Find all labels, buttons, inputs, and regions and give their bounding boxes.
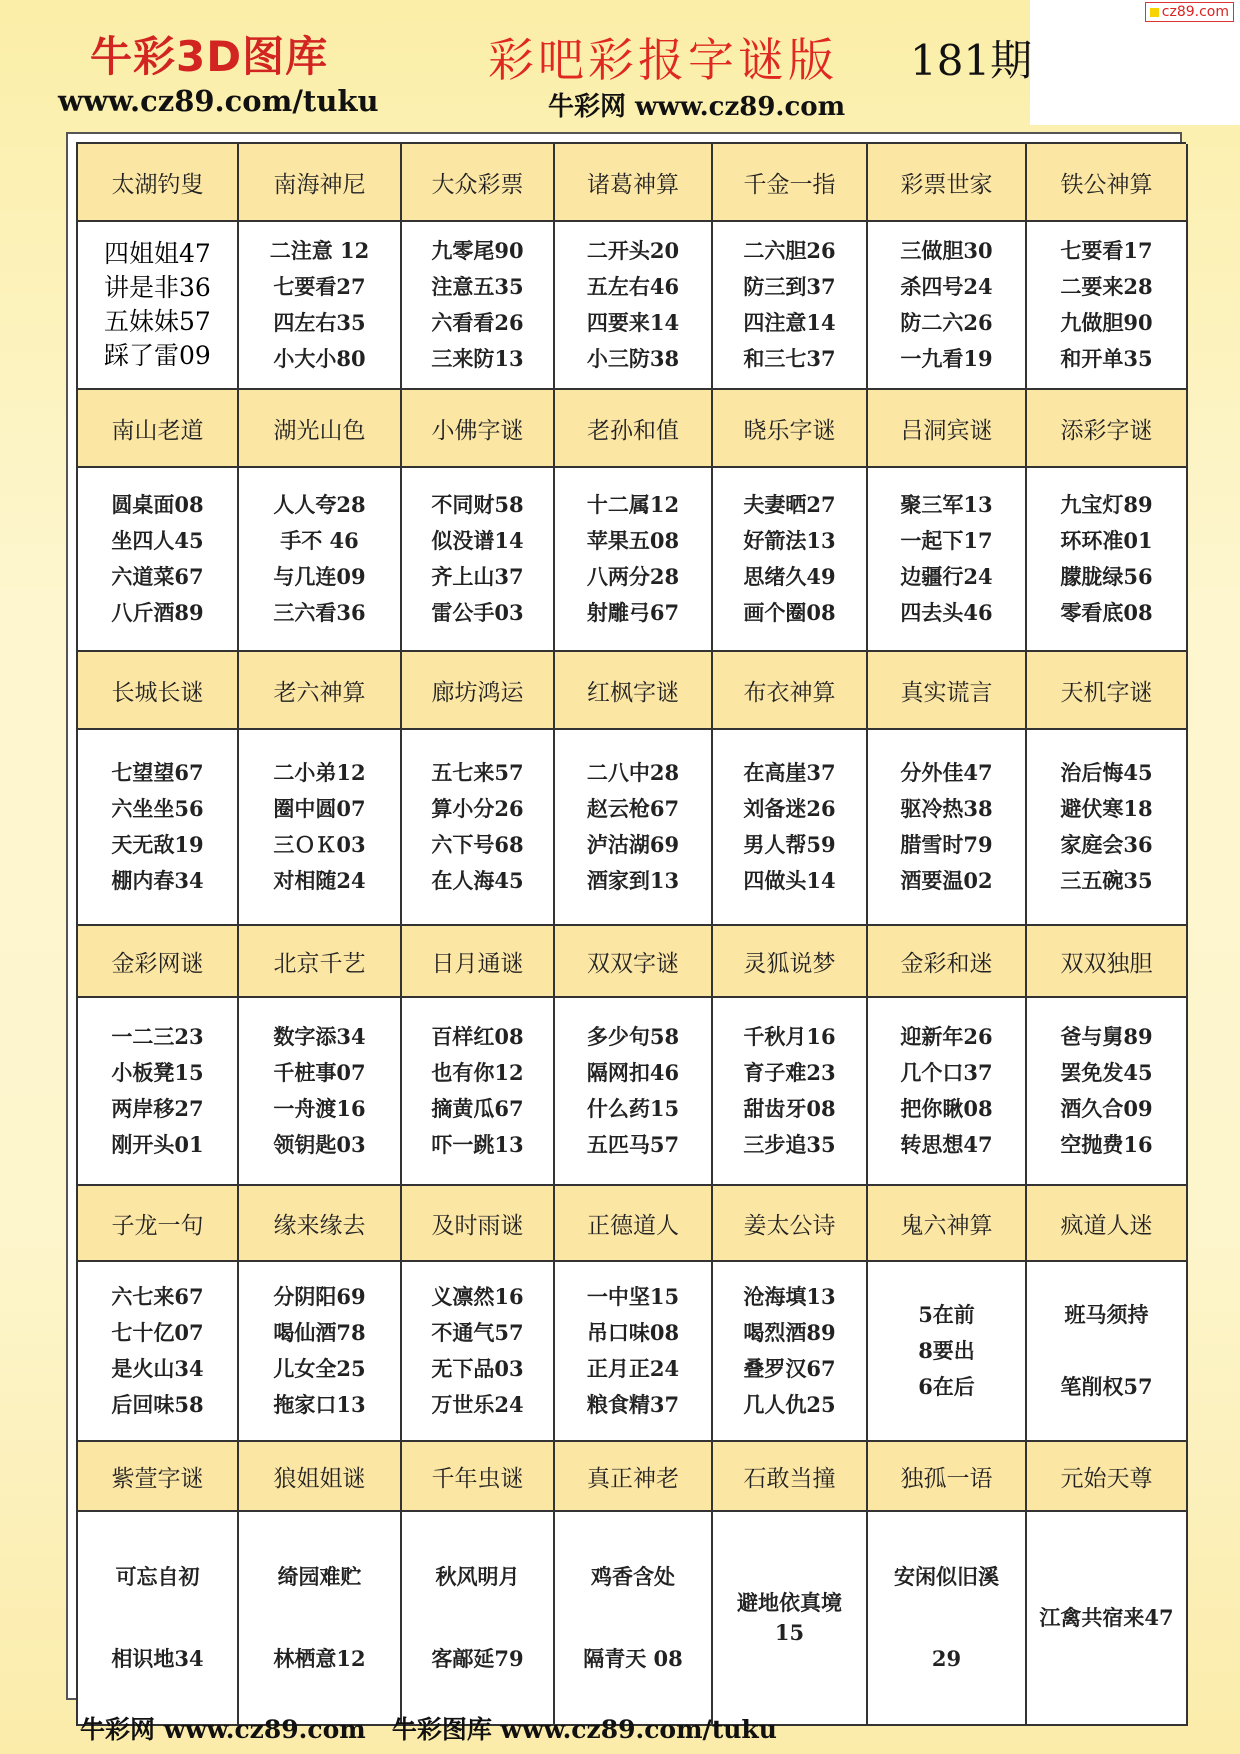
riddle-line: 六坐坐56 — [111, 796, 204, 821]
brand-title: 牛彩3D图库 — [90, 32, 329, 81]
riddle-line: 零看底08 — [1060, 600, 1153, 625]
riddle-line: 手不 46 — [280, 528, 359, 553]
riddle-line: 九做胆90 — [1060, 310, 1153, 335]
column-header: 长城长谜 — [78, 652, 239, 730]
column-header: 廊坊鸿运 — [402, 652, 555, 730]
riddle-cell — [868, 730, 1027, 926]
column-header: 正德道人 — [555, 1186, 713, 1262]
column-header: 诸葛神算 — [555, 144, 713, 222]
riddle-line: 一九看19 — [900, 346, 993, 371]
riddle-line: 三ＯＫ03 — [273, 832, 366, 857]
riddle-cell — [1027, 1512, 1188, 1726]
footer-left[interactable]: 牛彩网 www.cz89.com — [80, 1715, 366, 1744]
column-header: 晓乐字谜 — [713, 390, 868, 468]
column-header: 老六神算 — [239, 652, 402, 730]
riddle-line: 是火山34 — [111, 1356, 204, 1381]
riddle-line: 小大小80 — [273, 346, 366, 371]
column-header: 老孙和值 — [555, 390, 713, 468]
riddle-line: 班马须持 — [1064, 1302, 1149, 1328]
riddle-line: 七要看17 — [1060, 238, 1153, 263]
site-badge[interactable] — [1145, 2, 1234, 22]
riddle-line: 三五碗35 — [1060, 868, 1153, 893]
site-badge-text: cz89.com — [1161, 4, 1229, 20]
riddle-line: 沧海填13 — [743, 1284, 836, 1309]
riddle-line: 治后悔45 — [1060, 760, 1153, 785]
riddle-cell — [78, 730, 239, 926]
riddle-line: 什么药15 — [586, 1096, 680, 1121]
riddle-line: 齐上山37 — [431, 564, 524, 589]
brand-url[interactable]: www.cz89.com/tuku — [58, 84, 379, 118]
riddle-line: 二开头20 — [586, 238, 680, 263]
riddle-line: 粮食精37 — [586, 1392, 680, 1417]
riddle-cell — [239, 1262, 402, 1442]
riddle-cell — [78, 1262, 239, 1442]
column-header: 狼姐姐谜 — [239, 1442, 402, 1512]
column-header: 大众彩票 — [402, 144, 555, 222]
riddle-cell — [868, 1262, 1027, 1442]
riddle-line: 四左右35 — [273, 310, 366, 335]
riddle-cell — [1027, 998, 1188, 1186]
riddle-line: 分阴阳69 — [273, 1284, 366, 1309]
riddle-line: 可忘自初 — [115, 1563, 200, 1589]
riddle-cell — [713, 1512, 868, 1726]
riddle-cell — [239, 468, 402, 652]
column-header: 灵狐说梦 — [713, 926, 868, 998]
column-header: 太湖钓叟 — [78, 144, 239, 222]
riddle-line: 百样红08 — [431, 1024, 524, 1049]
riddle-line: 环环准01 — [1060, 528, 1153, 553]
riddle-line: 把你瞅08 — [900, 1096, 993, 1121]
riddle-line: 多少句58 — [586, 1024, 680, 1049]
riddle-line: 腊雪时79 — [900, 832, 993, 857]
riddle-line: 千桩事07 — [273, 1060, 366, 1085]
riddle-line: 拖家口13 — [273, 1392, 366, 1417]
riddle-cell — [402, 1262, 555, 1442]
badge-dot-icon — [1150, 8, 1159, 17]
riddle-line: 五妹妹57 — [104, 307, 211, 336]
riddle-line: 转思想47 — [900, 1132, 993, 1157]
riddle-line: 四要来14 — [586, 310, 680, 335]
riddle-line: 似没谱14 — [431, 528, 524, 553]
riddle-line: 防二六26 — [900, 310, 993, 335]
riddle-grid — [76, 142, 1186, 1726]
riddle-line: 甜齿牙08 — [743, 1096, 836, 1121]
riddle-line: 在高崖37 — [743, 760, 836, 785]
riddle-line: 讲是非36 — [104, 273, 211, 302]
riddle-cell — [402, 1512, 555, 1726]
column-header: 双双独胆 — [1027, 926, 1188, 998]
riddle-cell — [713, 730, 868, 926]
column-header: 子龙一句 — [78, 1186, 239, 1262]
page-header — [0, 0, 1240, 125]
riddle-line: 鸡香含处 — [591, 1563, 675, 1589]
riddle-line: 六道菜67 — [111, 564, 204, 589]
riddle-cell — [555, 468, 713, 652]
column-header: 真正神老 — [555, 1442, 713, 1512]
riddle-line: 四注意14 — [743, 310, 836, 335]
riddle-line: 安闲似旧溪 — [894, 1563, 999, 1589]
riddle-cell — [713, 1262, 868, 1442]
column-header: 布衣神算 — [713, 652, 868, 730]
column-header: 金彩和迷 — [868, 926, 1027, 998]
riddle-line: 6在后 — [918, 1374, 975, 1399]
riddle-line: 也有你12 — [431, 1060, 524, 1085]
riddle-line: 一起下17 — [900, 528, 993, 553]
footer-right[interactable]: 牛彩图库 www.cz89.com/tuku — [391, 1715, 777, 1744]
riddle-line: 两岸移27 — [111, 1096, 204, 1121]
column-header: 北京千艺 — [239, 926, 402, 998]
riddle-line: 罢免发45 — [1060, 1060, 1153, 1085]
riddle-line: 八斤酒89 — [111, 600, 204, 625]
riddle-line: 棚内春34 — [111, 868, 204, 893]
riddle-line: 叠罗汉67 — [743, 1356, 836, 1381]
riddle-line: 十二属12 — [586, 492, 680, 517]
riddle-cell — [402, 222, 555, 390]
riddle-line: 朦胧绿56 — [1060, 564, 1153, 589]
riddle-line: 九零尾90 — [431, 238, 524, 263]
riddle-cell — [402, 468, 555, 652]
riddle-line: 夫妻晒27 — [743, 492, 836, 517]
riddle-line: 千秋月16 — [743, 1024, 836, 1049]
riddle-line: 五左右46 — [586, 274, 680, 299]
riddle-cell — [78, 222, 239, 390]
riddle-line: 二小弟12 — [273, 760, 366, 785]
riddle-cell — [1027, 1262, 1188, 1442]
riddle-line: 射雕弓67 — [586, 600, 680, 625]
riddle-line: 隔青天 08 — [583, 1646, 683, 1672]
riddle-line: 八两分28 — [586, 564, 680, 589]
riddle-cell — [239, 1512, 402, 1726]
riddle-line: 七要看27 — [273, 274, 366, 299]
riddle-line: 男人帮59 — [743, 832, 836, 857]
riddle-cell — [239, 998, 402, 1186]
riddle-line: 天无敌19 — [111, 832, 204, 857]
riddle-line: 三步追35 — [743, 1132, 836, 1157]
column-header: 及时雨谜 — [402, 1186, 555, 1262]
riddle-line: 儿女全25 — [273, 1356, 366, 1381]
riddle-line: 六七来67 — [111, 1284, 204, 1309]
riddle-line: 杀四号24 — [900, 274, 993, 299]
riddle-line: 泸沽湖69 — [586, 832, 680, 857]
column-header: 湖光山色 — [239, 390, 402, 468]
riddle-line: 爸与舅89 — [1060, 1024, 1153, 1049]
riddle-cell — [713, 998, 868, 1186]
riddle-line: 圈中圆07 — [273, 796, 366, 821]
riddle-line: 29 — [931, 1646, 962, 1672]
riddle-cell — [713, 222, 868, 390]
column-header: 鬼六神算 — [868, 1186, 1027, 1262]
column-header: 疯道人迷 — [1027, 1186, 1188, 1262]
riddle-line: 领钥匙03 — [273, 1132, 366, 1157]
riddle-line: 踩了雷09 — [104, 341, 211, 370]
column-header: 天机字谜 — [1027, 652, 1188, 730]
riddle-line: 分外佳47 — [900, 760, 993, 785]
riddle-cell — [868, 222, 1027, 390]
riddle-line: 圆桌面08 — [111, 492, 204, 517]
riddle-line: 三做胆30 — [900, 238, 993, 263]
column-header: 添彩字谜 — [1027, 390, 1188, 468]
riddle-cell — [868, 468, 1027, 652]
column-header: 金彩网谜 — [78, 926, 239, 998]
riddle-line: 林栖意12 — [273, 1646, 366, 1672]
riddle-line: 赵云枪67 — [586, 796, 680, 821]
column-header: 千金一指 — [713, 144, 868, 222]
column-header: 缘来缘去 — [239, 1186, 402, 1262]
column-header: 日月通谜 — [402, 926, 555, 998]
riddle-line: 刚开头01 — [111, 1132, 204, 1157]
riddle-line: 好箭法13 — [743, 528, 836, 553]
column-header: 千年虫谜 — [402, 1442, 555, 1512]
riddle-line: 不同财58 — [431, 492, 524, 517]
riddle-cell — [78, 998, 239, 1186]
column-header: 小佛字谜 — [402, 390, 555, 468]
riddle-cell — [78, 1512, 239, 1726]
riddle-line: 驱冷热38 — [900, 796, 993, 821]
riddle-line: 8要出 — [918, 1338, 975, 1363]
column-header: 南山老道 — [78, 390, 239, 468]
riddle-line: 一中坚15 — [586, 1284, 680, 1309]
riddle-line: 坐四人45 — [111, 528, 204, 553]
riddle-line: 九宝灯89 — [1060, 492, 1153, 517]
riddle-cell — [555, 1262, 713, 1442]
riddle-line: 不通气57 — [431, 1320, 524, 1345]
riddle-line: 五七来57 — [431, 760, 524, 785]
riddle-line: 三六看36 — [273, 600, 366, 625]
riddle-line: 四姐姐47 — [104, 239, 211, 268]
edition-title: 彩吧彩报字谜版 — [488, 33, 838, 87]
riddle-line: 七十亿07 — [111, 1320, 204, 1345]
riddle-line: 画个圈08 — [743, 600, 836, 625]
riddle-line: 酒要温02 — [900, 868, 993, 893]
riddle-line: 雷公手03 — [431, 600, 524, 625]
riddle-line: 酒久合09 — [1060, 1096, 1153, 1121]
riddle-line: 在人海45 — [431, 868, 524, 893]
riddle-line: 思绪久49 — [743, 564, 836, 589]
riddle-line: 育子难23 — [743, 1060, 836, 1085]
riddle-cell — [868, 1512, 1027, 1726]
riddle-cell — [713, 468, 868, 652]
riddle-line: 与几连09 — [273, 564, 366, 589]
column-header: 元始天尊 — [1027, 1442, 1188, 1512]
riddle-line: 无下品03 — [431, 1356, 524, 1381]
riddle-cell — [555, 222, 713, 390]
riddle-table — [66, 132, 1182, 1700]
riddle-line: 避地依真境15 — [737, 1590, 842, 1645]
riddle-line: 刘备迷26 — [743, 796, 836, 821]
riddle-line: 隔网扣46 — [586, 1060, 680, 1085]
riddle-cell — [555, 998, 713, 1186]
column-header: 红枫字谜 — [555, 652, 713, 730]
riddle-line: 义凛然16 — [431, 1284, 524, 1309]
riddle-line: 吓一跳13 — [431, 1132, 524, 1157]
riddle-line: 人人夸28 — [273, 492, 366, 517]
riddle-line: 二八中28 — [586, 760, 680, 785]
riddle-cell — [239, 730, 402, 926]
column-header: 铁公神算 — [1027, 144, 1188, 222]
riddle-line: 六下号68 — [431, 832, 524, 857]
riddle-line: 客鄗延79 — [431, 1646, 524, 1672]
riddle-line: 算小分26 — [431, 796, 524, 821]
column-header: 真实谎言 — [868, 652, 1027, 730]
riddle-line: 防三到37 — [743, 274, 836, 299]
riddle-cell — [1027, 222, 1188, 390]
riddle-cell — [868, 998, 1027, 1186]
riddle-cell — [239, 222, 402, 390]
riddle-cell — [402, 730, 555, 926]
page-footer — [80, 1710, 777, 1746]
riddle-line: 5在前 — [918, 1302, 975, 1327]
riddle-line: 喝仙酒78 — [273, 1320, 366, 1345]
riddle-line: 四去头46 — [900, 600, 993, 625]
riddle-line: 四做头14 — [743, 868, 836, 893]
column-header: 石敢当撞 — [713, 1442, 868, 1512]
riddle-line: 聚三军13 — [900, 492, 993, 517]
riddle-line: 吊口味08 — [586, 1320, 680, 1345]
column-header: 彩票世家 — [868, 144, 1027, 222]
column-header: 姜太公诗 — [713, 1186, 868, 1262]
riddle-line: 笔削权57 — [1060, 1373, 1153, 1399]
riddle-line: 秋风明月 — [435, 1563, 520, 1589]
riddle-line: 小三防38 — [586, 346, 680, 371]
riddle-line: 边疆行24 — [900, 564, 993, 589]
riddle-line: 二注意 12 — [269, 238, 370, 263]
riddle-line: 后回味58 — [111, 1392, 204, 1417]
riddle-line: 绮园难贮 — [277, 1563, 362, 1589]
riddle-line: 万世乐24 — [431, 1392, 524, 1417]
riddle-line: 二六胆26 — [743, 238, 836, 263]
riddle-line: 对相随24 — [273, 868, 366, 893]
riddle-line: 喝烈酒89 — [743, 1320, 836, 1345]
riddle-line: 正月正24 — [586, 1356, 680, 1381]
riddle-line: 酒家到13 — [586, 868, 680, 893]
riddle-line: 家庭会36 — [1060, 832, 1153, 857]
riddle-cell — [555, 1512, 713, 1726]
riddle-line: 相识地34 — [111, 1646, 204, 1672]
riddle-line: 六看看26 — [431, 310, 524, 335]
column-header: 双双字谜 — [555, 926, 713, 998]
column-header: 南海神尼 — [239, 144, 402, 222]
riddle-line: 几个口37 — [900, 1060, 993, 1085]
riddle-line: 避伏寒18 — [1060, 796, 1153, 821]
riddle-line: 江禽共宿来47 — [1039, 1605, 1174, 1630]
riddle-line: 苹果五08 — [586, 528, 680, 553]
riddle-line: 一二三23 — [111, 1024, 204, 1049]
riddle-line: 三来防13 — [431, 346, 524, 371]
issue-number: 181期 — [910, 36, 1033, 85]
riddle-line: 和三七37 — [743, 346, 836, 371]
column-header: 紫萱字谜 — [78, 1442, 239, 1512]
riddle-line: 七望望67 — [111, 760, 204, 785]
riddle-line: 一舟渡16 — [273, 1096, 366, 1121]
riddle-line: 和开单35 — [1060, 346, 1153, 371]
riddle-line: 小板凳15 — [111, 1060, 204, 1085]
column-header: 独孤一语 — [868, 1442, 1027, 1512]
column-header: 吕洞宾谜 — [868, 390, 1027, 468]
riddle-line: 迎新年26 — [900, 1024, 993, 1049]
riddle-cell — [555, 730, 713, 926]
riddle-line: 二要来28 — [1060, 274, 1153, 299]
riddle-line: 五匹马57 — [586, 1132, 680, 1157]
riddle-line: 注意五35 — [431, 274, 524, 299]
riddle-cell — [78, 468, 239, 652]
riddle-line: 空抛费16 — [1060, 1132, 1153, 1157]
riddle-cell — [1027, 730, 1188, 926]
riddle-line: 数字添34 — [273, 1024, 366, 1049]
riddle-line: 几人仇25 — [743, 1392, 836, 1417]
riddle-cell — [1027, 468, 1188, 652]
site-url[interactable]: 牛彩网 www.cz89.com — [548, 92, 846, 122]
riddle-cell — [402, 998, 555, 1186]
riddle-line: 摘黄瓜67 — [431, 1096, 524, 1121]
